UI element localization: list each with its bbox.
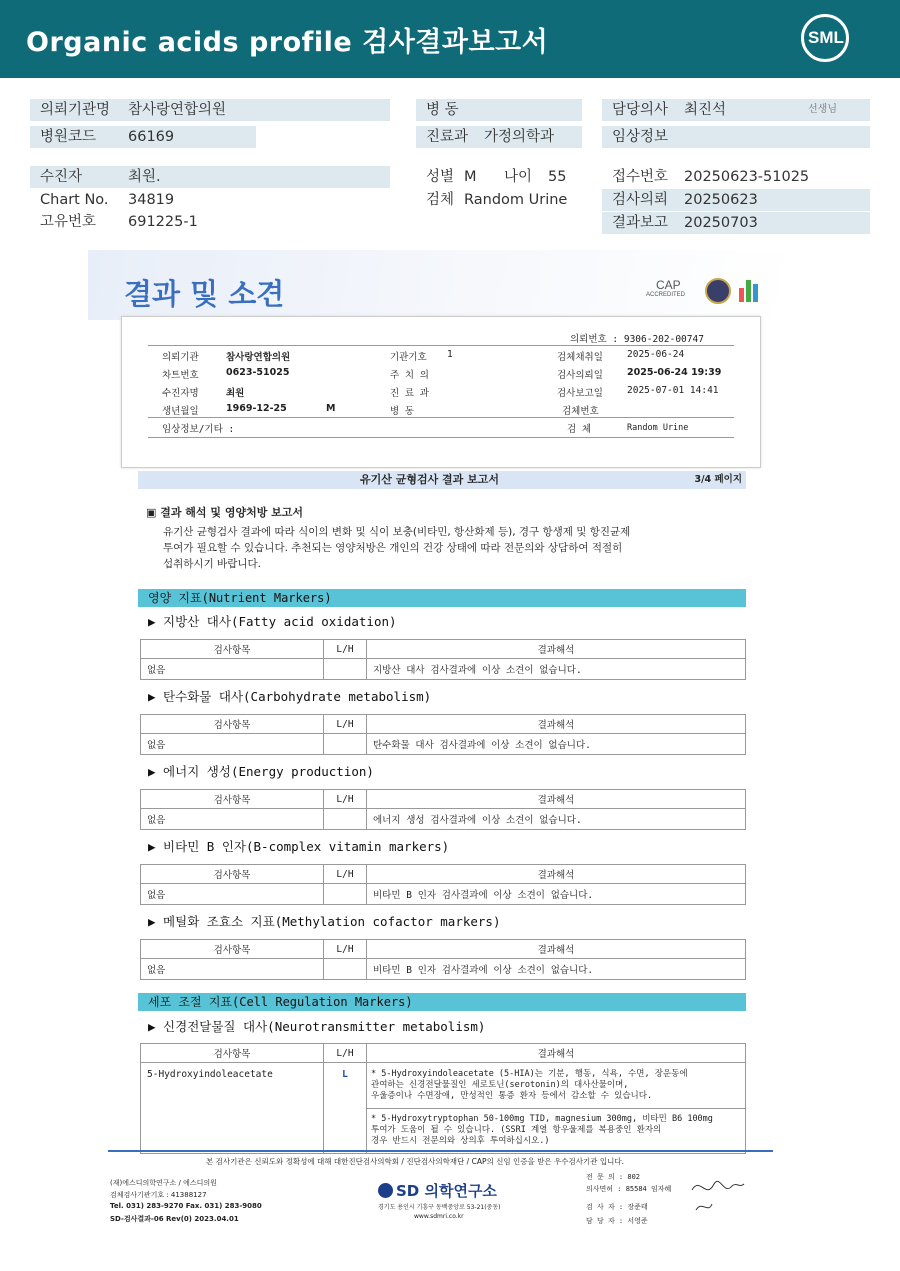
lab-certification-icon — [739, 280, 759, 302]
interp-line: * 5-Hydroxyindoleacetate (5-HIA)는 기분, 행동, 식욕, 수면, 장운동에 — [371, 1068, 688, 1079]
col-interp: 결과해석 — [367, 715, 746, 734]
result-value: 20250703 — [684, 215, 758, 231]
ward-label: 병 동 — [426, 102, 459, 118]
info-line — [148, 345, 734, 346]
row-lh — [324, 884, 367, 905]
receipt-field — [602, 166, 870, 188]
row-item: 5-Hydroxyindoleacetate — [141, 1063, 324, 1154]
request-label: 검사의뢰 — [612, 192, 669, 208]
section-title: 영양 지표(Nutrient Markers) — [148, 591, 332, 605]
doctor-value: 최진석 — [684, 102, 727, 118]
carbohydrate-table — [140, 714, 746, 755]
row-lh — [324, 809, 367, 830]
receipt-label: 접수번호 — [612, 169, 669, 185]
info-dob-label: 생년월일 — [162, 406, 199, 417]
interp-line: 섭취하시기 바랍니다. — [163, 558, 261, 570]
info-ward-label: 병 동 — [390, 406, 415, 417]
report-heading: 유기산 균형검사 결과 보고서 — [360, 473, 499, 486]
neurotransmitter-table — [140, 1043, 746, 1154]
sml-logo — [801, 14, 849, 62]
col-item: 검사항목 — [141, 790, 324, 809]
row-interp: 에너지 생성 검사결과에 이상 소견이 없습니다. — [367, 809, 746, 830]
chart-field — [30, 189, 390, 211]
col-lh: L/H — [324, 715, 367, 734]
row-item: 없음 — [141, 809, 324, 830]
certification-seal-icon — [705, 278, 731, 304]
institution-field — [30, 99, 390, 121]
row-interp: 비타민 B 인자 검사결과에 이상 소견이 없습니다. — [367, 884, 746, 905]
request-info-box — [121, 316, 761, 468]
col-item: 검사항목 — [141, 640, 324, 659]
result-label: 결과보고 — [612, 215, 669, 231]
col-lh: L/H — [324, 640, 367, 659]
info-req: 2025-06-24 19:39 — [627, 367, 722, 378]
table-row — [141, 659, 746, 680]
age-value: 55 — [548, 169, 567, 185]
institution-value: 참사랑연합의원 — [128, 102, 227, 118]
chart-label: Chart No. — [40, 192, 109, 208]
scanned-report — [88, 250, 790, 1225]
sex-label: 성별 — [426, 169, 455, 185]
col-lh: L/H — [324, 790, 367, 809]
department-value: 가정의학과 — [484, 129, 555, 145]
info-clinical-label: 임상정보/기타 : — [162, 424, 235, 435]
report-title: Organic acids profile 검사결과보고서 — [26, 27, 549, 58]
row-interp: 지방산 대사 검사결과에 이상 소견이 없습니다. — [367, 659, 746, 680]
report-section-title: 결과 및 소견 — [124, 277, 285, 311]
col-interp: 결과해석 — [367, 865, 746, 884]
section-title: 세포 조절 지표(Cell Regulation Markers) — [148, 995, 413, 1009]
footer-divider — [108, 1150, 773, 1152]
row-lh — [324, 734, 367, 755]
col-interp: 결과해석 — [367, 1044, 746, 1063]
specimen-field — [416, 189, 596, 211]
specimen-value: Random Urine — [464, 192, 568, 208]
footer-staff: 담 당 자 : 서영준 — [586, 1217, 648, 1225]
row-lh — [324, 659, 367, 680]
receipt-value: 20250623-51025 — [684, 169, 810, 185]
footer-staff: 의사면허 : 85584 임자혜 — [586, 1185, 672, 1193]
table-row — [141, 1063, 746, 1109]
unique-label: 고유번호 — [40, 214, 97, 230]
interp-line: 경우 반드시 전문의와 상의후 투여하십시오.) — [371, 1136, 550, 1147]
info-specimen-label: 검 체 — [567, 424, 592, 435]
interp-line: * 5-Hydroxytryptophan 50-100mg TID, magnesium 300mg, 비타민 B6 100mg — [371, 1114, 713, 1125]
info-sex: M — [326, 403, 336, 414]
row-item: 없음 — [141, 734, 324, 755]
footer-notice: 본 검사기관은 신뢰도와 정확성에 대해 대한진단검사의학회 / 진단검사의학재단 / CAP의 신임 인증을 받은 우수검사기관 입니다. — [206, 1157, 624, 1166]
col-item: 검사항목 — [141, 865, 324, 884]
sex-age-field — [416, 166, 596, 188]
title-bar — [0, 0, 900, 78]
vitamin-b-table — [140, 864, 746, 905]
hospital-code-field — [30, 126, 256, 148]
result-field — [602, 212, 870, 234]
col-item: 검사항목 — [141, 1044, 324, 1063]
methylation-table — [140, 939, 746, 980]
info-dob: 1969-12-25 — [226, 403, 287, 414]
interp-heading: ▣ 결과 해석 및 영양처방 보고서 — [146, 506, 304, 519]
col-interp: 결과해석 — [367, 940, 746, 959]
fatty-acid-table — [140, 639, 746, 680]
department-field — [416, 126, 582, 148]
info-specimen: Random Urine — [627, 423, 689, 433]
col-lh: L/H — [324, 865, 367, 884]
energy-table — [140, 789, 746, 830]
info-doctor-label: 주 치 의 — [390, 370, 429, 381]
subsection-vitamin-b: ▶ 비타민 B 인자(B-complex vitamin markers) — [148, 839, 450, 854]
info-line — [148, 437, 734, 438]
doctor-field — [602, 99, 870, 121]
subsection-neurotransmitter: ▶ 신경전달물질 대사(Neurotransmitter metabolism) — [148, 1019, 486, 1034]
hospital-code-value: 66169 — [128, 129, 175, 145]
info-collect-label: 검체채취일 — [557, 352, 603, 363]
department-label: 진료과 — [426, 129, 469, 145]
info-chart: 0623-51025 — [226, 367, 290, 378]
section-cell-regulation — [138, 993, 746, 1011]
info-dept-label: 진 료 과 — [390, 388, 429, 399]
info-report-label: 검사보고일 — [557, 388, 603, 399]
doctor-suffix: 선생님 — [808, 104, 837, 115]
info-code: 1 — [447, 349, 453, 360]
row-interp: 탄수화물 대사 검사결과에 이상 소견이 없습니다. — [367, 734, 746, 755]
footer-staff: 전 문 의 : 802 — [586, 1173, 641, 1181]
unique-value: 691225-1 — [128, 214, 198, 230]
table-row — [141, 959, 746, 980]
cap-accredited-logo — [646, 278, 698, 304]
report-heading-bar — [138, 471, 746, 489]
footer-org: (재)에스디의학연구소 / 에스디의원 — [110, 1179, 217, 1187]
page-indicator: 3/4 페이지 — [694, 474, 742, 485]
subsection-fatty-acid: ▶ 지방산 대사(Fatty acid oxidation) — [148, 614, 397, 629]
row-interp: 비타민 B 인자 검사결과에 이상 소견이 없습니다. — [367, 959, 746, 980]
hospital-code-label: 병원코드 — [40, 129, 97, 145]
row-interp — [367, 1108, 746, 1154]
patient-field — [30, 166, 390, 188]
info-inst-label: 의뢰기관 — [162, 352, 199, 363]
info-line — [148, 417, 734, 418]
unique-field — [30, 211, 390, 233]
col-lh: L/H — [324, 1044, 367, 1063]
ward-field — [416, 99, 582, 121]
sd-logo-icon — [378, 1183, 393, 1198]
age-label: 나이 — [504, 169, 533, 185]
col-interp: 결과해석 — [367, 640, 746, 659]
cap-sub: ACCREDITED — [646, 292, 686, 298]
row-lh — [324, 959, 367, 980]
section-nutrient-markers — [138, 589, 746, 607]
col-item: 검사항목 — [141, 715, 324, 734]
signature-icon — [688, 1170, 748, 1218]
info-req-label: 검사의뢰일 — [557, 370, 603, 381]
interp-line: 투여가 도움이 될 수 있습니다. (SSRI 계열 항우울제를 복용중인 환자의 — [371, 1125, 662, 1136]
row-item: 없음 — [141, 884, 324, 905]
footer-form: SD-검사결과-06 Rev(0) 2023.04.01 — [110, 1215, 239, 1223]
institution-label: 의뢰기관명 — [40, 102, 111, 118]
row-interp — [367, 1063, 746, 1109]
patient-label: 수진자 — [40, 169, 83, 185]
interp-line: 투여가 필요할 수 있습니다. 추천되는 영양처방은 개인의 건강 상태에 따라 전문의와 상담하여 적절히 — [163, 542, 623, 554]
col-interp: 결과해석 — [367, 790, 746, 809]
info-specno-label: 검체번호 — [562, 406, 599, 417]
subsection-carbohydrate: ▶ 탄수화물 대사(Carbohydrate metabolism) — [148, 689, 432, 704]
col-lh: L/H — [324, 940, 367, 959]
info-chart-label: 차트번호 — [162, 370, 199, 381]
footer-staff: 검 사 자 : 장준태 — [586, 1203, 648, 1211]
interp-line: 유기산 균형검사 결과에 따라 식이의 변화 및 식이 보충(비타민, 항산화제 등), 경구 항생제 및 항진균제 — [163, 526, 631, 538]
request-field — [602, 189, 870, 211]
info-inst: 참사랑연합의원 — [226, 352, 291, 363]
sd-logo — [378, 1180, 497, 1201]
table-row — [141, 884, 746, 905]
footer-address: 경기도 용인시 기흥구 동백중앙로 53-21(중동) — [378, 1204, 501, 1211]
info-request-no: 의뢰번호 : 9306-202-00747 — [570, 334, 704, 345]
table-row — [141, 809, 746, 830]
specimen-label: 검체 — [426, 192, 455, 208]
info-report: 2025-07-01 14:41 — [627, 385, 719, 396]
col-item: 검사항목 — [141, 940, 324, 959]
row-lh: L — [324, 1063, 367, 1154]
subsection-energy: ▶ 에너지 생성(Energy production) — [148, 764, 374, 779]
footer-tel: Tel. 031) 283-9270 Fax. 031) 283-9080 — [110, 1202, 262, 1210]
table-row — [141, 734, 746, 755]
row-item: 없음 — [141, 959, 324, 980]
interp-line: 관여하는 신경전달물질인 세로토닌(serotonin)의 대사산물이며, — [371, 1079, 629, 1090]
info-name-label: 수진자명 — [162, 388, 199, 399]
interp-line: 우울증이나 수면장애, 만성적인 통증 환자 등에서 감소할 수 있습니다. — [371, 1090, 653, 1101]
clinical-label: 임상정보 — [612, 129, 669, 145]
footer-org-code: 검체검사기관기호 : 41388127 — [110, 1191, 207, 1199]
sd-logo-text: SD 의학연구소 — [396, 1182, 497, 1200]
sml-logo-text: SML — [808, 28, 844, 47]
request-value: 20250623 — [684, 192, 758, 208]
doctor-label: 담당의사 — [612, 102, 669, 118]
row-item: 없음 — [141, 659, 324, 680]
info-code-label: 기관기호 — [390, 352, 427, 363]
subsection-methylation: ▶ 메틸화 조효소 지표(Methylation cofactor markers) — [148, 914, 501, 929]
sex-value: M — [464, 169, 477, 185]
chart-value: 34819 — [128, 192, 175, 208]
clinical-field — [602, 126, 870, 148]
cap-text: CAP — [656, 278, 681, 292]
footer-url: www.sdmri.co.kr — [414, 1213, 464, 1220]
info-name: 최원 — [226, 388, 245, 399]
info-collect: 2025-06-24 — [627, 349, 685, 360]
patient-name: 최원. — [128, 169, 161, 185]
